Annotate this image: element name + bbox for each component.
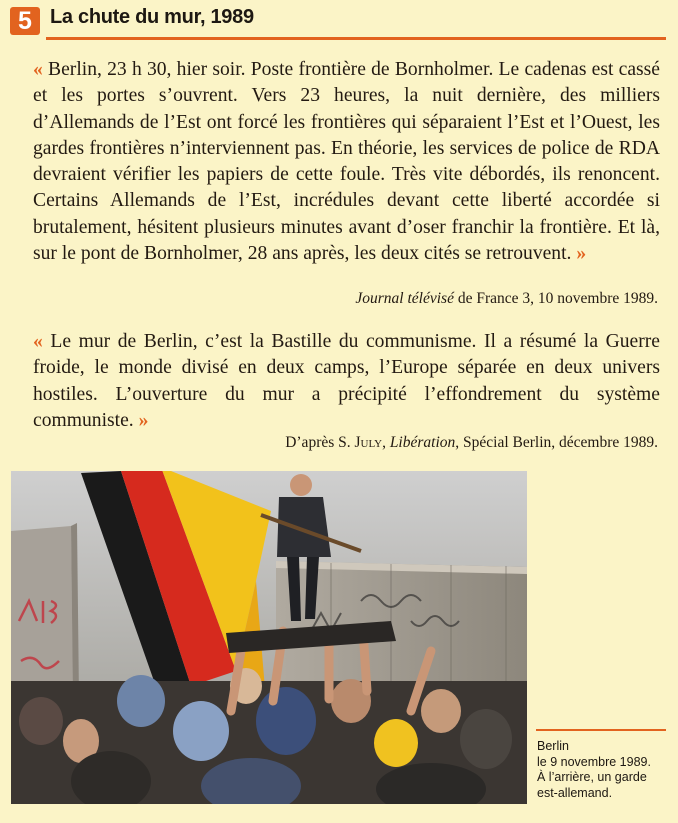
quote-text: Le mur de Berlin, c’est la Bastille du communisme. Il a résumé la Guerre froide, le monde divisé en deux camps, l’Europe séparée en deux univers hostiles. L’ouverture du mur a précipité l’effondrement du système communiste. — [33, 331, 660, 431]
quote-journal-televise — [33, 57, 660, 267]
title-underline — [46, 37, 666, 40]
close-guillemet: » — [138, 409, 149, 431]
caption-line: Berlin — [537, 739, 569, 753]
source-line — [355, 290, 658, 308]
source-prefix: D’après S. — [285, 434, 355, 451]
document-title: La chute du mur, 1989 — [50, 6, 254, 28]
caption-line: est-allemand. — [537, 785, 613, 800]
document-number-badge: 5 — [10, 7, 40, 35]
close-guillemet: » — [576, 243, 587, 265]
open-guillemet: « — [33, 59, 43, 80]
source-line — [285, 434, 658, 452]
quote-july — [33, 329, 660, 434]
source-title: Journal télévisé — [355, 290, 454, 307]
photo-illustration — [11, 471, 527, 804]
photo-caption — [537, 739, 672, 801]
source-sep: , — [382, 434, 390, 451]
source-rest: de France 3, 10 novembre 1989. — [453, 290, 658, 307]
caption-line: À l’arrière, un garde — [537, 770, 647, 784]
caption-line: le 9 novembre 1989. — [537, 754, 651, 769]
source-author: July — [354, 434, 383, 451]
open-guillemet: « — [33, 331, 43, 352]
source-rest: , Spécial Berlin, décembre 1989. — [455, 434, 658, 451]
quote-text: Berlin, 23 h 30, hier soir. Poste frontière de Bornholmer. Le cadenas est cassé et les portes s’ouvrent. Vers 23 heures, la nuit dernière, des milliers d’Allemands de l’Est ont forcé les frontières qui séparaient l’Est et l’Ouest, les gardes frontières n’interviennent pas. En théorie, les services de police de RDA devraient vérifier les papiers de cette foule. Très vite débordés, ils renoncent. Certains Allemands de l’Est, incrédules devant cette liberté accordée si brutalement, hésitent plusieurs minutes avant d’oser franchir la frontière. Et là, sur le pont de Bornholmer, 28 ans après, les deux cités se retrouvent. — [33, 59, 660, 265]
document-header — [0, 0, 678, 40]
caption-rule — [536, 729, 666, 731]
berlin-wall-photo — [11, 471, 527, 804]
source-publication: Libération — [389, 434, 456, 451]
